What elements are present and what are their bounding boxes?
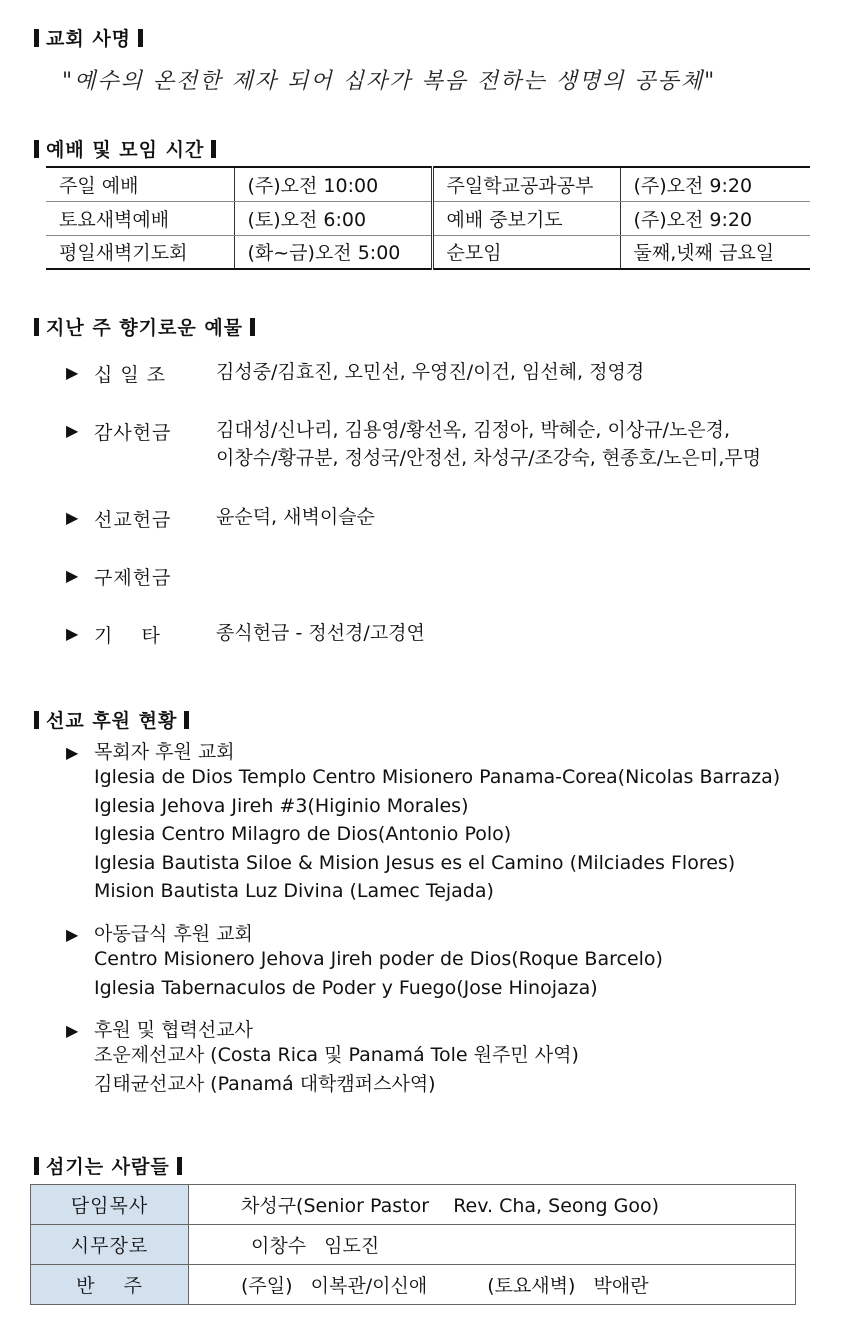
servers-table: [30, 1184, 796, 1305]
heading-bar-left: [34, 318, 39, 336]
schedule-cell: (주)오전 9:20: [620, 167, 810, 201]
missionaries-list: [94, 1041, 579, 1098]
table-row: [46, 167, 810, 201]
triangle-bullet-icon: ▶: [66, 363, 79, 382]
worship-title: 예배 및 모임 시간: [46, 139, 205, 161]
triangle-bullet-icon: ▶: [66, 566, 79, 585]
offering-thanks: [66, 418, 816, 472]
offering-tithe: [66, 360, 816, 387]
heading-bar-left: [34, 1157, 39, 1175]
offering-label: 선교헌금: [94, 509, 172, 531]
child-meal-list: [94, 945, 663, 1002]
role-cell: 시무장로: [31, 1225, 189, 1265]
offering-names: 종식헌금 - 정선경/고경연: [216, 622, 425, 644]
mission-heading: [34, 24, 143, 51]
table-row: [46, 201, 810, 235]
list-item: Mision Bautista Luz Divina (Lamec Tejada): [94, 880, 494, 902]
table-row: [46, 235, 810, 269]
list-item: Iglesia Tabernaculos de Poder y Fuego(Jose Hinojaza): [94, 976, 598, 999]
schedule-cell: 주일학교공과공부: [432, 167, 620, 201]
heading-bar-right: [177, 1157, 182, 1175]
accompanist-sunday: (주일) 이복관/이신애: [241, 1275, 428, 1297]
offering-label: 기 타: [94, 625, 161, 647]
offering-label: 십 일 조: [94, 364, 167, 386]
offering-names: 윤순덕, 새벽이슬순: [216, 506, 375, 528]
servers-heading: [34, 1152, 182, 1179]
value-cell: 차성구(Senior Pastor Rev. Cha, Seong Goo): [189, 1185, 796, 1225]
pastor-churches-heading: [66, 737, 235, 764]
offerings-title: 지난 주 향기로운 예물: [46, 317, 244, 339]
schedule-cell: 예배 중보기도: [432, 201, 620, 235]
offering-names: [216, 561, 816, 590]
pastor-churches-list: [94, 763, 780, 906]
missionaries-heading: [66, 1015, 253, 1042]
worship-schedule-table: [46, 166, 810, 270]
triangle-bullet-icon: ▶: [66, 421, 79, 440]
offering-label: 구제헌금: [94, 567, 172, 589]
schedule-cell: (주)오전 10:00: [234, 167, 432, 201]
offerings-heading: [34, 313, 255, 340]
schedule-cell: (토)오전 6:00: [234, 201, 432, 235]
offering-relief: [66, 563, 816, 590]
schedule-cell: 둘째,넷째 금요일: [620, 235, 810, 269]
value-cell: 이창수 임도진: [189, 1225, 796, 1265]
schedule-cell: (주)오전 9:20: [620, 201, 810, 235]
heading-bar-right: [250, 318, 255, 336]
schedule-cell: 주일 예배: [46, 167, 234, 201]
list-item: 김태균선교사 (Panamá 대학캠퍼스사역): [94, 1072, 436, 1095]
heading-bar-left: [34, 711, 39, 729]
child-meal-label: 아동급식 후원 교회: [94, 923, 253, 945]
list-item: Iglesia Bautista Siloe & Mision Jesus es el Camino (Milciades Flores): [94, 851, 736, 874]
role-cell: 담임목사: [31, 1185, 189, 1225]
missionaries-label: 후원 및 협력선교사: [94, 1019, 253, 1041]
schedule-cell: 토요새벽예배: [46, 201, 234, 235]
heading-bar-left: [34, 29, 39, 47]
offering-names-line: 이창수/황규분, 정성국/안정선, 차성구/조강숙, 현종호/노은미,무명: [216, 447, 762, 469]
schedule-cell: 순모임: [432, 235, 620, 269]
mission-title: 교회 사명: [46, 28, 132, 50]
worship-heading: [34, 135, 216, 162]
heading-bar-left: [34, 140, 39, 158]
offering-names-line: 김대성/신나리, 김용영/황선옥, 김정아, 박혜순, 이상규/노은경,: [216, 419, 731, 441]
list-item: Iglesia de Dios Templo Centro Misionero Panama-Corea(Nicolas Barraza): [94, 766, 781, 788]
triangle-bullet-icon: ▶: [66, 508, 79, 527]
heading-bar-right: [138, 29, 143, 47]
heading-bar-right: [184, 711, 189, 729]
schedule-cell: (화~금)오전 5:00: [234, 235, 432, 269]
role-cell: 반 주: [31, 1265, 189, 1305]
missions-heading: [34, 706, 189, 733]
triangle-bullet-icon: ▶: [66, 1021, 79, 1040]
value-cell: [189, 1265, 796, 1305]
missions-title: 선교 후원 현황: [46, 710, 178, 732]
triangle-bullet-icon: ▶: [66, 624, 79, 643]
heading-bar-right: [211, 140, 216, 158]
mission-motto: "예수의 온전한 제자 되어 십자가 복음 전하는 생명의 공동체": [62, 69, 717, 94]
offering-names: 김성중/김효진, 오민선, 우영진/이건, 임선혜, 정영경: [216, 361, 645, 383]
offering-etc: [66, 621, 816, 648]
offering-names: [216, 416, 816, 472]
servers-title: 섬기는 사람들: [46, 1156, 170, 1178]
offering-mission: [66, 505, 816, 532]
offering-label: 감사헌금: [94, 422, 172, 444]
schedule-cell: 평일새벽기도회: [46, 235, 234, 269]
list-item: Iglesia Centro Milagro de Dios(Antonio Polo): [94, 823, 512, 845]
list-item: Centro Misionero Jehova Jireh poder de Dios(Roque Barcelo): [94, 948, 663, 970]
triangle-bullet-icon: ▶: [66, 743, 79, 762]
table-row: [31, 1265, 796, 1305]
pastor-churches-label: 목회자 후원 교회: [94, 741, 235, 763]
table-row: [31, 1185, 796, 1225]
triangle-bullet-icon: ▶: [66, 925, 79, 944]
list-item: 조운제선교사 (Costa Rica 및 Panamá Tole 원주민 사역): [94, 1044, 579, 1066]
table-row: [31, 1225, 796, 1265]
accompanist-saturday: (토요새벽) 박애란: [487, 1275, 649, 1297]
list-item: Iglesia Jehova Jireh #3(Higinio Morales): [94, 794, 469, 817]
child-meal-heading: [66, 919, 253, 946]
